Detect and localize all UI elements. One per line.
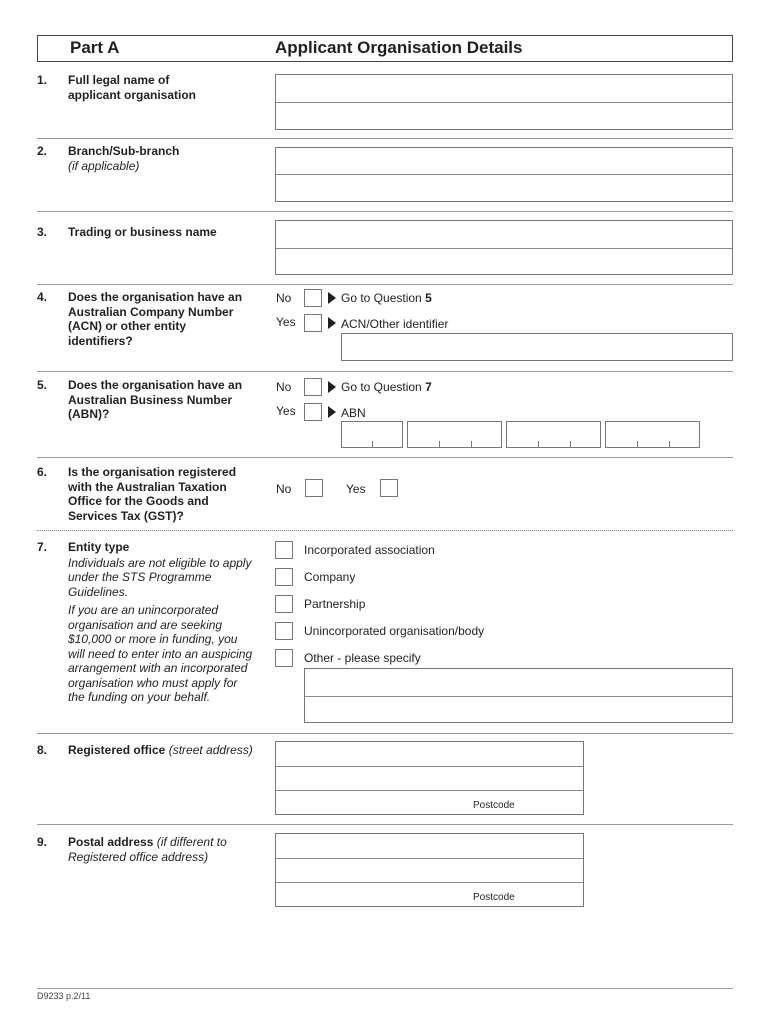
footer-divider — [37, 988, 733, 989]
question-1-label: Full legal name of applicant organisation — [68, 73, 197, 102]
gst-no-label: No — [276, 482, 292, 496]
section-title: Applicant Organisation Details — [275, 38, 523, 57]
gst-yes-label: Yes — [346, 482, 366, 496]
question-7-number: 7. — [37, 540, 48, 554]
question-9-label: Postal address (if different to Registered office address) — [68, 835, 227, 864]
entity-partnership-label: Partnership — [304, 597, 366, 611]
postcode-label: Postcode — [473, 892, 515, 903]
question-4-label: Does the organisation have an Australian Company Number (ACN) or other entity identifiers? — [68, 290, 243, 348]
entity-partnership-checkbox[interactable] — [275, 595, 293, 613]
abn-no-checkbox[interactable] — [304, 378, 322, 396]
abn-no-instruction: Go to Question 7 — [341, 380, 432, 394]
divider — [37, 733, 733, 734]
acn-yes-label: Yes — [276, 315, 296, 329]
entity-other-label: Other - please specify — [304, 651, 421, 665]
abn-yes-label: Yes — [276, 404, 296, 418]
question-2-label: Branch/Sub-branch (if applicable) — [68, 144, 180, 173]
abn-digit-group-1[interactable] — [341, 421, 403, 448]
acn-no-instruction: Go to Question 5 — [341, 291, 432, 305]
acn-field[interactable] — [341, 333, 733, 361]
abn-yes-instruction: ABN — [341, 406, 366, 420]
entity-unincorporated-label: Unincorporated organisation/body — [304, 624, 485, 638]
divider — [37, 284, 733, 285]
arrow-right-icon — [328, 406, 336, 418]
part-label: Part A — [70, 38, 120, 57]
divider — [37, 211, 733, 212]
gst-no-checkbox[interactable] — [305, 479, 323, 497]
branch-field[interactable] — [275, 147, 733, 202]
question-5-label: Does the organisation have an Australian Business Number (ABN)? — [68, 378, 243, 421]
question-3-label: Trading or business name — [68, 225, 217, 239]
question-1-number: 1. — [37, 73, 48, 87]
entity-incorporated-label: Incorporated association — [304, 543, 435, 557]
entity-unincorporated-checkbox[interactable] — [275, 622, 293, 640]
acn-no-checkbox[interactable] — [304, 289, 322, 307]
divider — [37, 371, 733, 372]
trading-name-field[interactable] — [275, 220, 733, 275]
arrow-right-icon — [328, 292, 336, 304]
abn-digit-group-2[interactable] — [407, 421, 502, 448]
question-6-number: 6. — [37, 465, 48, 479]
divider — [37, 138, 733, 139]
question-8-label: Registered office (street address) — [68, 743, 253, 757]
question-7-label: Entity type Individuals are not eligible to apply under the STS Programme Guidelines. If you are an unincorporated organisation and are seeking $10,000 or more in funding, you will need to enter into an auspicing arrangement with an incorporated organisation who must apply for the funding on your behalf. — [68, 540, 253, 704]
divider — [37, 457, 733, 458]
entity-other-checkbox[interactable] — [275, 649, 293, 667]
arrow-right-icon — [328, 317, 336, 329]
question-3-number: 3. — [37, 225, 48, 239]
abn-no-label: No — [276, 380, 292, 394]
entity-other-field[interactable] — [304, 668, 733, 723]
divider — [37, 530, 733, 531]
divider — [37, 824, 733, 825]
acn-no-label: No — [276, 291, 292, 305]
question-2-number: 2. — [37, 144, 48, 158]
question-5-number: 5. — [37, 378, 48, 392]
postal-address-field[interactable] — [275, 833, 584, 907]
entity-company-label: Company — [304, 570, 356, 584]
acn-yes-checkbox[interactable] — [304, 314, 322, 332]
question-6-label: Is the organisation registered with the Australian Taxation Office for the Goods and Services Tax (GST)? — [68, 465, 237, 523]
question-9-number: 9. — [37, 835, 48, 849]
postcode-label: Postcode — [473, 800, 515, 811]
entity-company-checkbox[interactable] — [275, 568, 293, 586]
question-4-number: 4. — [37, 290, 48, 304]
gst-yes-checkbox[interactable] — [380, 479, 398, 497]
abn-digit-group-4[interactable] — [605, 421, 700, 448]
arrow-right-icon — [328, 381, 336, 393]
abn-yes-checkbox[interactable] — [304, 403, 322, 421]
page-code: D9233 p.2/11 — [37, 991, 91, 1001]
entity-incorporated-checkbox[interactable] — [275, 541, 293, 559]
acn-yes-instruction: ACN/Other identifier — [341, 317, 449, 331]
registered-office-field[interactable] — [275, 741, 584, 815]
question-8-number: 8. — [37, 743, 48, 757]
abn-digit-group-3[interactable] — [506, 421, 601, 448]
legal-name-field[interactable] — [275, 74, 733, 130]
